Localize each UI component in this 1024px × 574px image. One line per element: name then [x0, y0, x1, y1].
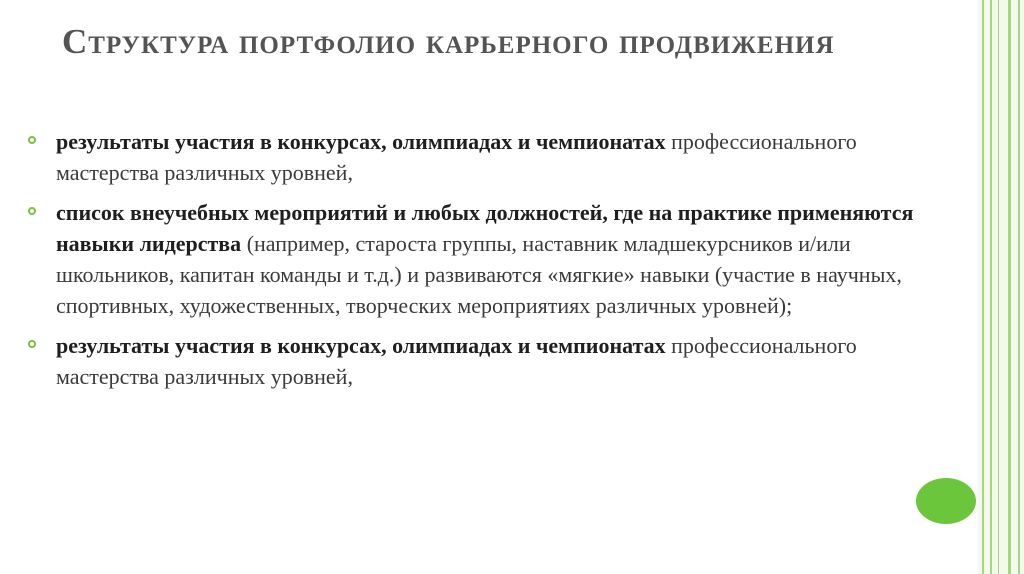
slide-title: Структура портфолио карьерного продвижения — [62, 22, 835, 61]
list-item — [26, 197, 926, 321]
item-text: (например, староста группы, наставник младшекурсников и/или школьников, капитан команды и т.д.) и развиваются «мягкие» навыки (участие в научных, спортивных, художественных, творческих мероприятиях различных уровней); — [56, 231, 902, 318]
item-bold-text: результаты участия в конкурсах, олимпиадах и чемпионатах — [56, 129, 666, 154]
decoration-stripe — [990, 0, 992, 574]
list-item — [26, 126, 926, 188]
item-bold-text: результаты участия в конкурсах, олимпиадах и чемпионатах — [56, 333, 666, 358]
right-decoration-band — [978, 0, 1024, 574]
bullet-icon — [28, 340, 36, 348]
list-item — [26, 330, 926, 392]
decoration-stripe — [1018, 0, 1020, 574]
item-text: профессионального мастерства различных уровней, — [56, 129, 857, 185]
item-text: профессионального мастерства различных уровней, — [56, 333, 857, 389]
bullet-list — [26, 126, 926, 401]
bullet-icon — [28, 136, 36, 144]
decoration-stripe — [1008, 0, 1011, 574]
item-bold-text: список внеучебных мероприятий и любых должностей, где на практике применяются навыки лидерства — [56, 200, 914, 256]
bullet-icon — [28, 207, 36, 215]
decoration-stripe — [982, 0, 984, 574]
green-circle-decoration — [916, 478, 976, 524]
decoration-stripe — [998, 0, 999, 574]
